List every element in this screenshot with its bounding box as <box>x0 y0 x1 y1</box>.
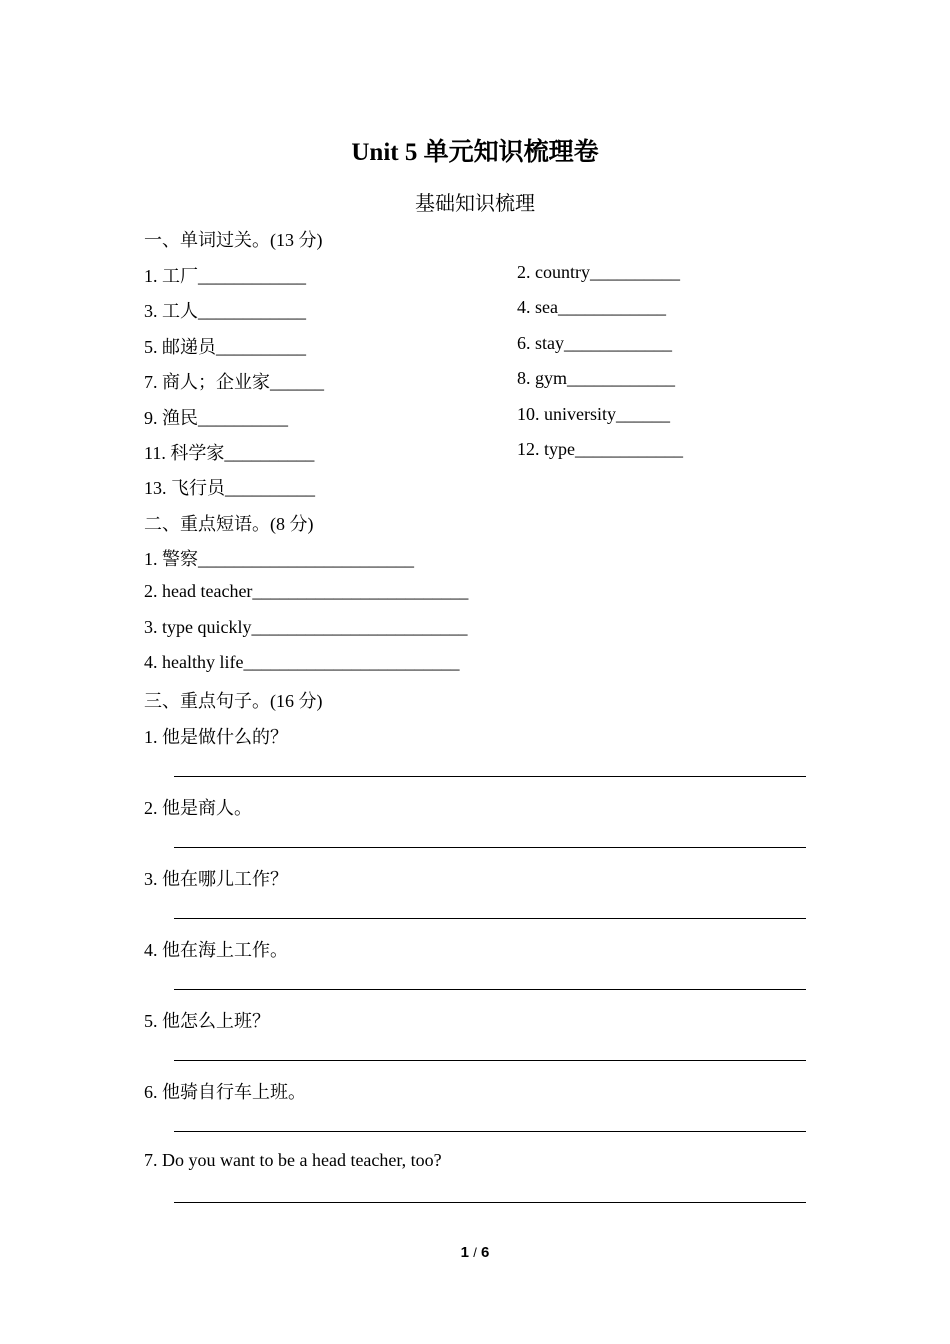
vocab-item: 2. country__________ <box>517 262 680 282</box>
vocab-item: 5. 邮递员__________ <box>144 337 306 357</box>
answer-line <box>174 847 806 848</box>
phrase-item: 3. type quickly________________________ <box>144 617 468 637</box>
sentence-prompt: 1. 他是做什么的？ <box>144 727 288 747</box>
sentence-prompt: 7. Do you want to be a head teacher, too? <box>144 1150 442 1170</box>
page-number <box>0 1244 950 1261</box>
page-subtitle: 基础知识梳理 <box>415 193 535 215</box>
answer-line <box>174 1202 806 1203</box>
vocab-item: 9. 渔民__________ <box>144 408 288 428</box>
page-separator: / <box>473 1245 477 1260</box>
answer-line <box>174 1131 806 1132</box>
vocab-item: 11. 科学家__________ <box>144 443 315 463</box>
vocab-item: 3. 工人____________ <box>144 301 306 321</box>
answer-line <box>174 918 806 919</box>
phrase-item: 2. head teacher________________________ <box>144 581 469 601</box>
sentence-prompt: 5. 他怎么上班？ <box>144 1011 270 1031</box>
sentence-prompt: 3. 他在哪儿工作？ <box>144 869 288 889</box>
page-current: 1 <box>460 1244 470 1261</box>
answer-line <box>174 1060 806 1061</box>
sentence-prompt: 6. 他骑自行车上班。 <box>144 1082 306 1102</box>
section-2-heading: 二、重点短语。(8 分) <box>144 514 314 534</box>
vocab-item: 13. 飞行员__________ <box>144 478 315 498</box>
phrase-item: 1. 警察________________________ <box>144 549 414 569</box>
answer-line <box>174 989 806 990</box>
section-1-heading: 一、单词过关。(13 分) <box>144 230 323 250</box>
sentence-prompt: 2. 他是商人。 <box>144 798 252 818</box>
vocab-item: 1. 工厂____________ <box>144 266 306 286</box>
answer-line <box>174 776 806 777</box>
page-total: 6 <box>480 1244 490 1261</box>
section-3-heading: 三、重点句子。(16 分) <box>144 691 323 711</box>
vocab-item: 4. sea____________ <box>517 297 666 317</box>
page-title: Unit 5 单元知识梳理卷 <box>351 139 599 166</box>
vocab-item: 10. university______ <box>517 404 670 424</box>
phrase-item: 4. healthy life________________________ <box>144 652 460 672</box>
vocab-item: 6. stay____________ <box>517 333 672 353</box>
vocab-item: 12. type____________ <box>517 439 683 459</box>
vocab-item: 8. gym____________ <box>517 368 676 388</box>
vocab-item: 7. 商人；企业家______ <box>144 372 324 392</box>
sentence-prompt: 4. 他在海上工作。 <box>144 940 288 960</box>
